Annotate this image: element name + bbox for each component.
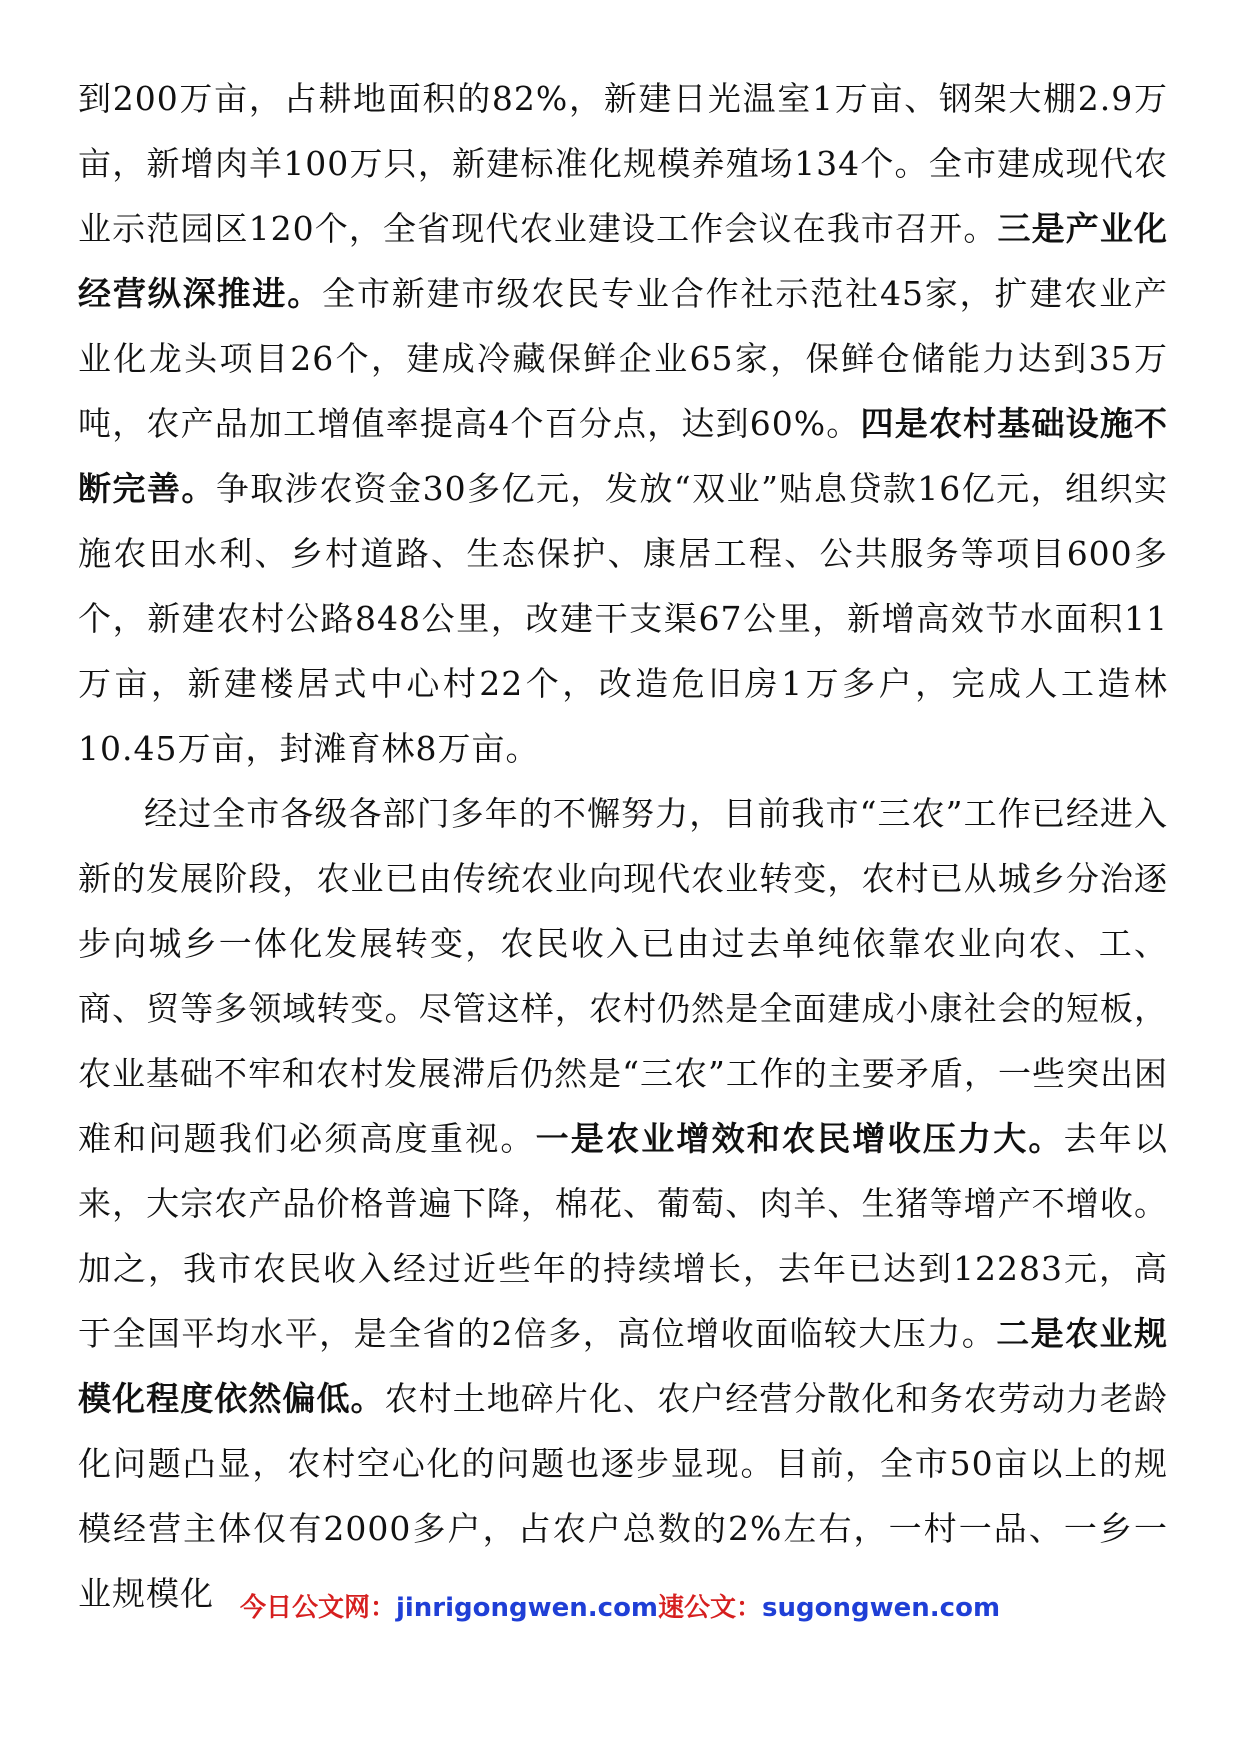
paragraph-2-text-3: 农村土地碎片化、农户经营分散化和务农劳动力老龄化问题凸显，农村空心化的问题也逐步显现。目前，全市50亩以上的规模经营主体仅有2000多户，占农户总数的2%左右，一村一品、一乡一业规模化: [78, 1379, 1169, 1613]
footer-site2-url[interactable]: sugongwen.com: [762, 1593, 1001, 1623]
paragraph-2: [78, 781, 1168, 1626]
footer-watermark: [0, 1590, 1240, 1626]
document-body: [78, 66, 1168, 1626]
paragraph-2-text-2: 去年以来，大宗农产品价格普遍下降，棉花、葡萄、肉羊、生猪等增产不增收。加之，我市农民收入经过近些年的持续增长，去年已达到12283元，高于全国平均水平，是全省的2倍多，高位增收面临较大压力。: [78, 1119, 1169, 1353]
footer-site1-label: 今日公文网：: [239, 1593, 396, 1623]
paragraph-1: [78, 66, 1168, 781]
footer-site1-url[interactable]: jinrigongwen.com: [395, 1593, 659, 1623]
paragraph-2-heading-2: 二是农业规模化程度依然偏低。: [78, 1314, 1169, 1418]
paragraph-1-heading-4: 四是农村基础设施不断完善。: [78, 404, 1169, 508]
paragraph-1-heading-3: 三是产业化经营纵深推进。: [78, 209, 1169, 313]
paragraph-2-text-1: 经过全市各级各部门多年的不懈努力，目前我市“三农”工作已经进入新的发展阶段，农业已由传统农业向现代农业转变，农村已从城乡分治逐步向城乡一体化发展转变，农民收入已由过去单纯依靠农业向农、工、商、贸等多领域转变。尽管这样，农村仍然是全面建成小康社会的短板，农业基础不牢和农村发展滞后仍然是“三农”工作的主要矛盾，一些突出困难和问题我们必须高度重视。: [78, 794, 1168, 1158]
paragraph-1-text-2: 全市新建市级农民专业合作社示范社45家，扩建农业产业化龙头项目26个，建成冷藏保鲜企业65家，保鲜仓储能力达到35万吨，农产品加工增值率提高4个百分点，达到60%。: [78, 274, 1169, 443]
paragraph-1-text-3: 争取涉农资金30多亿元，发放“双业”贴息贷款16亿元，组织实施农田水利、乡村道路、生态保护、康居工程、公共服务等项目600多个，新建农村公路848公里，改建干支渠67公里，新增高效节水面积11万亩，新建楼居式中心村22个，改造危旧房1万多户，完成人工造林10.45万亩，封滩育林8万亩。: [78, 469, 1168, 768]
paragraph-2-heading-1: 一是农业增效和农民增收压力大。: [535, 1119, 1064, 1158]
paragraph-1-text-1: 到200万亩，占耕地面积的82%，新建日光温室1万亩、钢架大棚2.9万亩，新增肉羊100万只，新建标准化规模养殖场134个。全市建成现代农业示范园区120个，全省现代农业建设工作会议在我市召开。: [78, 79, 1168, 248]
footer-site2-label: 速公文：: [658, 1593, 763, 1623]
